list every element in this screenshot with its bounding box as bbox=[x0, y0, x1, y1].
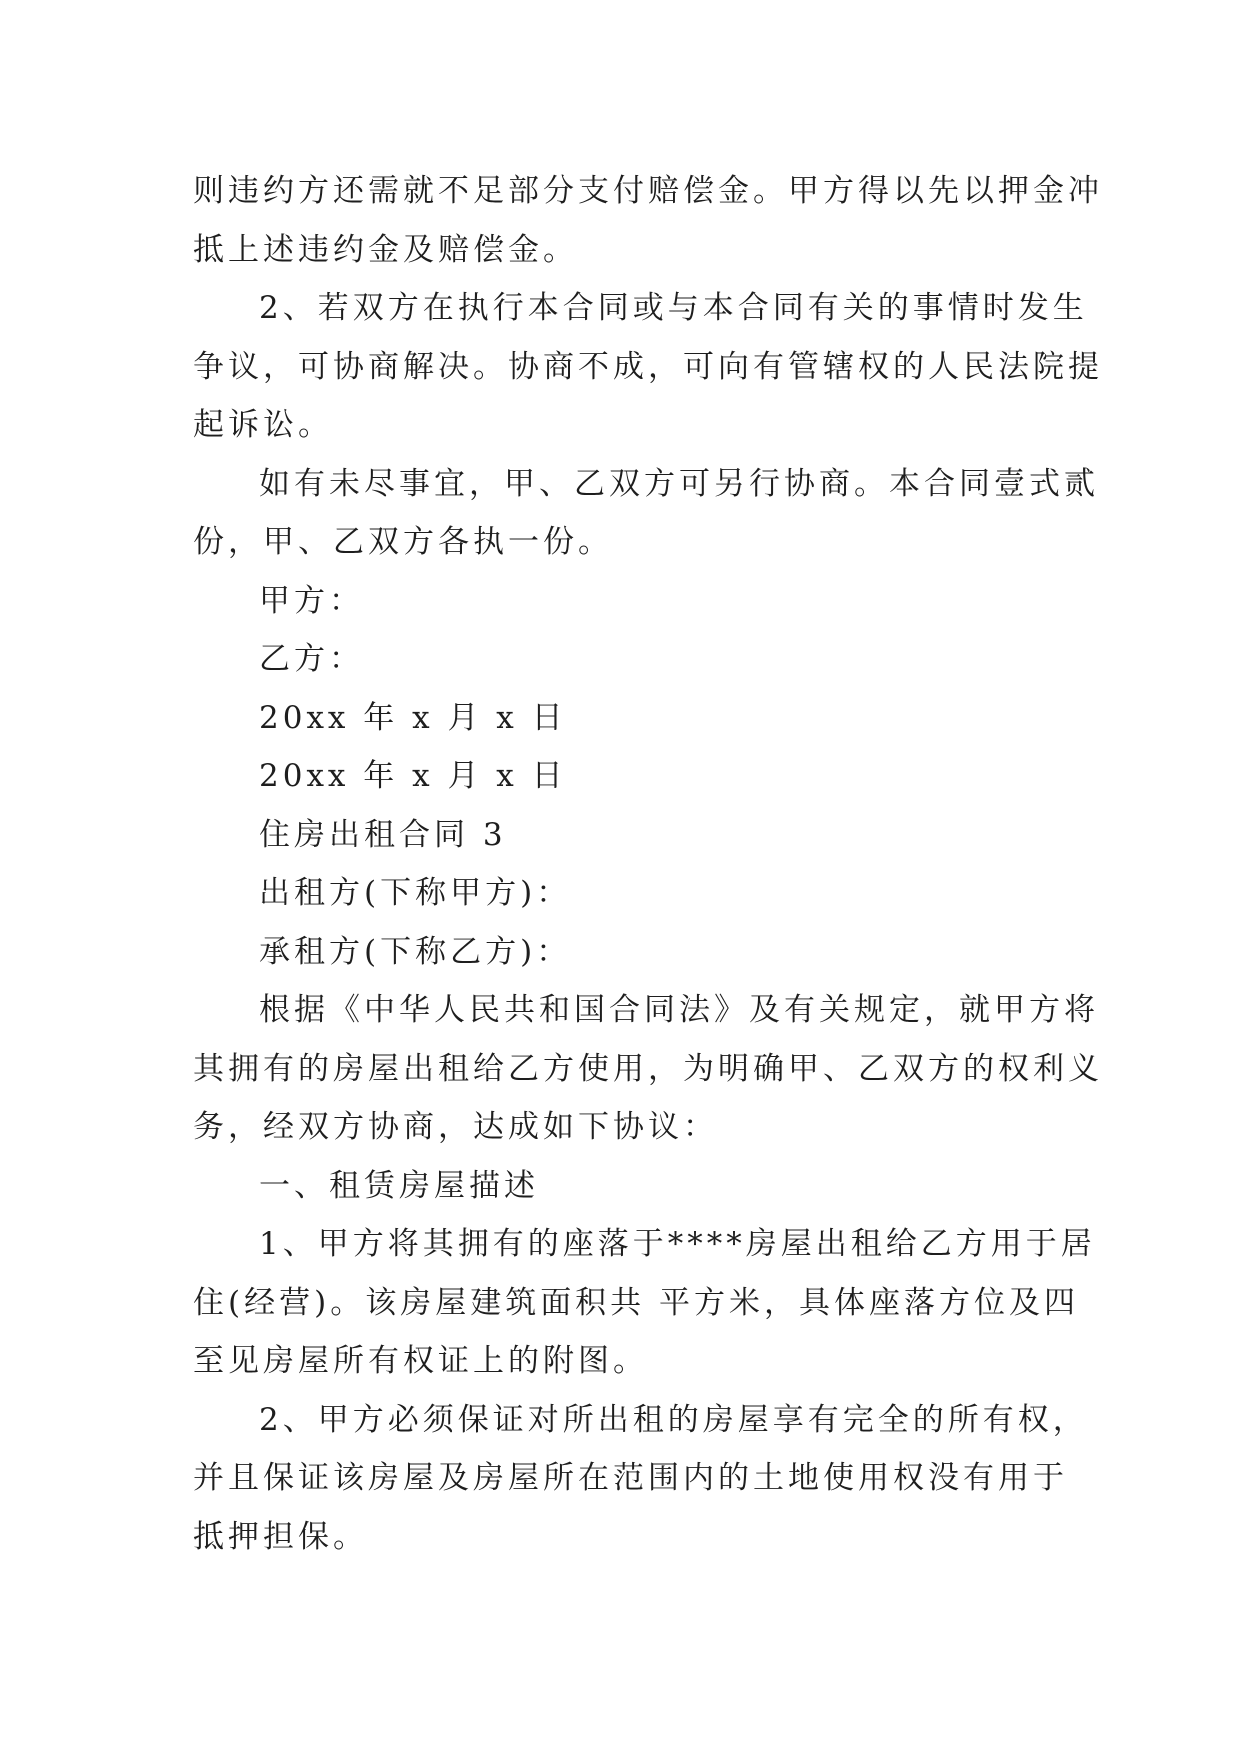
text-line: 根据《中华人民共和国合同法》及有关规定，就甲方将 bbox=[259, 992, 1099, 1028]
signature-label-party-a: 甲方： bbox=[259, 582, 364, 619]
text-line: 住(经营)。该房屋建筑面积共 平方米，具体座落方位及四 bbox=[193, 1284, 1080, 1321]
text-line: 2、若双方在执行本合同或与本合同有关的事情时发生 bbox=[259, 290, 1088, 326]
text-line: 其拥有的房屋出租给乙方使用，为明确甲、乙双方的权利义 bbox=[193, 1050, 1103, 1087]
document-body bbox=[193, 162, 1103, 1566]
lessee-label: 承租方(下称乙方)： bbox=[259, 933, 572, 970]
signature-label-party-b: 乙方： bbox=[259, 641, 364, 677]
text-line: 抵上述违约金及赔偿金。 bbox=[193, 231, 578, 268]
text-line: 并且保证该房屋及房屋所在范围内的土地使用权没有用于 bbox=[193, 1460, 1068, 1496]
date-line: 20xx 年 x 月 x 日 bbox=[259, 758, 567, 794]
text-line: 争议，可协商解决。协商不成，可向有管辖权的人民法院提 bbox=[193, 348, 1103, 385]
text-line: 务，经双方协商，达成如下协议： bbox=[193, 1109, 718, 1145]
lessor-label: 出租方(下称甲方)： bbox=[259, 875, 572, 911]
text-line: 份，甲、乙双方各执一份。 bbox=[193, 524, 613, 560]
clause-heading: 一、租赁房屋描述 bbox=[259, 1167, 539, 1204]
text-line: 2、甲方必须保证对所出租的房屋享有完全的所有权， bbox=[259, 1401, 1088, 1438]
text-line: 则违约方还需就不足部分支付赔偿金。甲方得以先以押金冲 bbox=[193, 173, 1103, 209]
text-line: 至见房屋所有权证上的附图。 bbox=[193, 1343, 648, 1379]
text-line: 如有未尽事宜，甲、乙双方可另行协商。本合同壹式贰 bbox=[259, 465, 1099, 502]
text-line: 1、甲方将其拥有的座落于****房屋出租给乙方用于居 bbox=[259, 1226, 1096, 1262]
date-line: 20xx 年 x 月 x 日 bbox=[259, 699, 567, 736]
text-line: 起诉讼。 bbox=[193, 407, 333, 443]
text-line: 抵押担保。 bbox=[193, 1518, 368, 1555]
section-title: 住房出租合同 3 bbox=[259, 816, 507, 853]
